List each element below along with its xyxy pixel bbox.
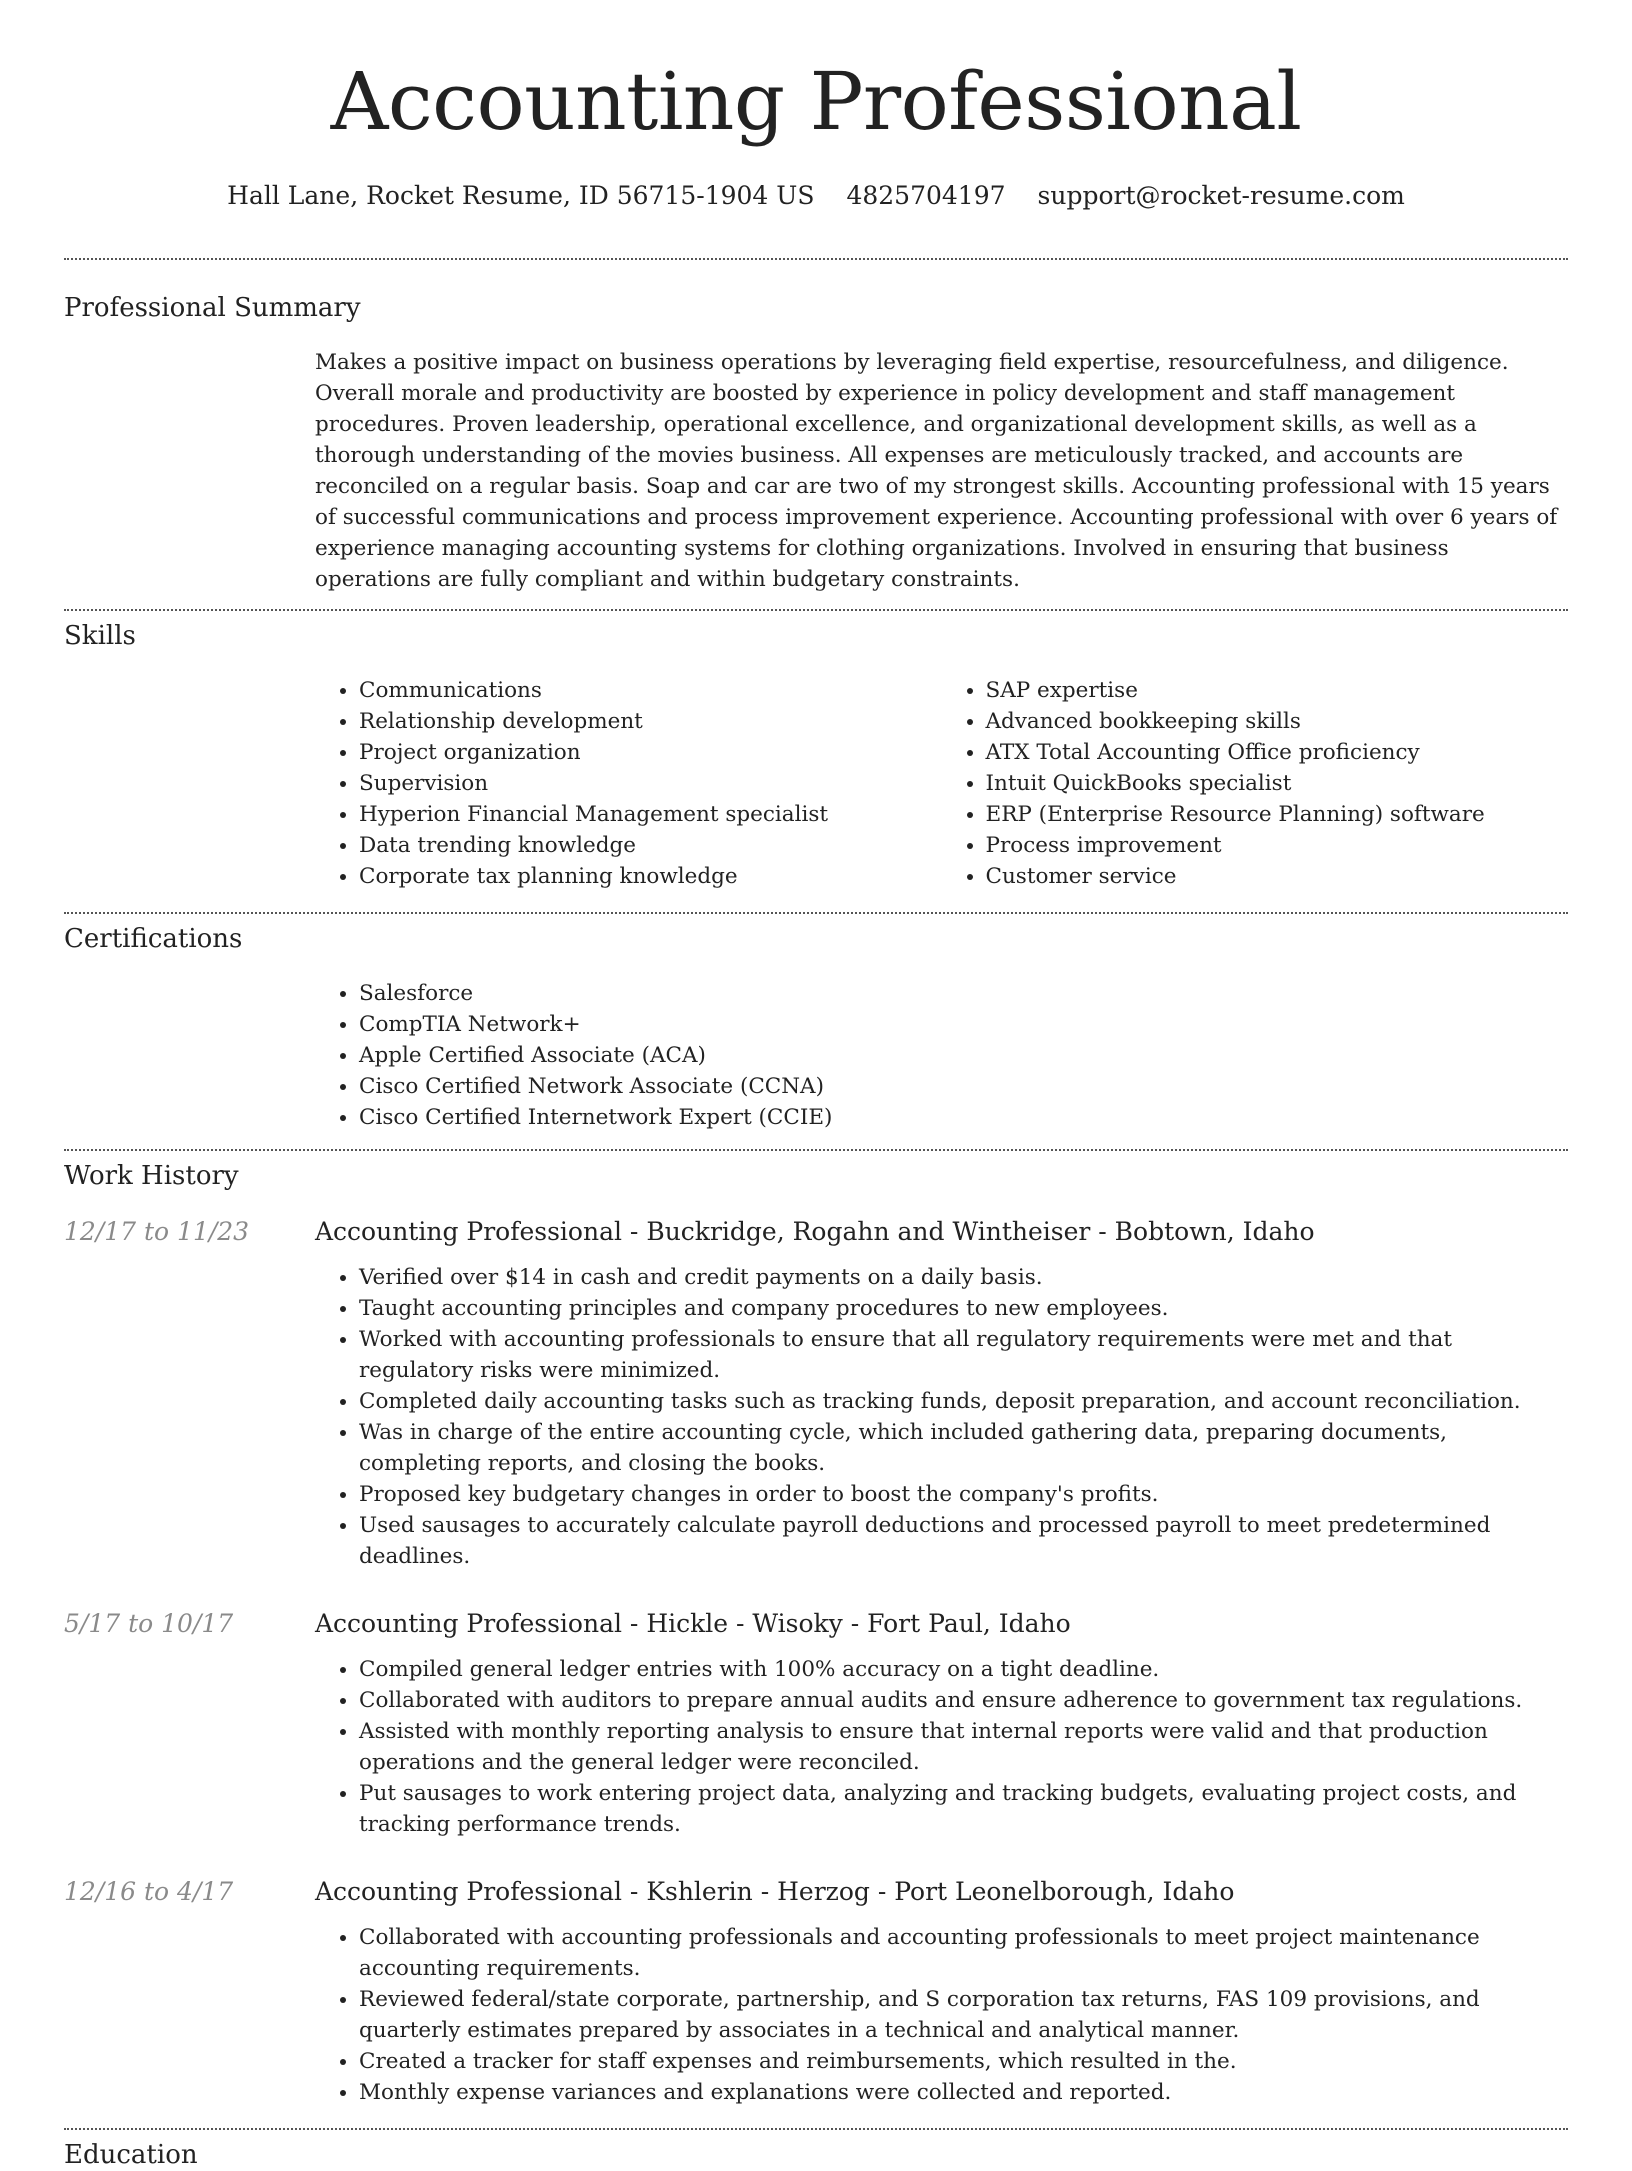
skill-item: • Advanced bookkeeping skills xyxy=(986,706,1569,737)
job-entry xyxy=(64,1608,1568,1840)
summary-content xyxy=(315,347,1568,595)
contact-address: Hall Lane, Rocket Resume, ID 56715-1904 US xyxy=(227,181,815,210)
duty-item: • Worked with accounting professionals to ensure that all regulatory requirements were met and that regulatory risks were minimized. xyxy=(359,1324,1568,1386)
job-title: Accounting Professional - Kshlerin - Herzog - Port Leonelborough, Idaho xyxy=(315,1877,1235,1906)
job-entry xyxy=(64,1216,1568,1572)
duty-item: • Monthly expense variances and explanations were collected and reported. xyxy=(359,2077,1568,2108)
skill-item: • Supervision xyxy=(359,768,942,799)
duty-item: • Assisted with monthly reporting analysis to ensure that internal reports were valid and that production operations and the general ledger were reconciled. xyxy=(359,1716,1568,1778)
job-entry xyxy=(64,1876,1568,2108)
job-title: Accounting Professional - Buckridge, Rogahn and Wintheiser - Bobtown, Idaho xyxy=(315,1217,1315,1246)
duty-item: • Compiled general ledger entries with 100% accuracy on a tight deadline. xyxy=(359,1654,1568,1685)
duty-item: • Taught accounting principles and company procedures to new employees. xyxy=(359,1293,1568,1324)
skills-column-right xyxy=(942,675,1569,892)
education-section xyxy=(64,2130,1568,2171)
resume-header xyxy=(64,0,1568,212)
contact-email: support@rocket-resume.com xyxy=(1037,181,1405,210)
duty-item: • Collaborated with auditors to prepare annual audits and ensure adherence to government tax regulations. xyxy=(359,1685,1568,1716)
certifications-section xyxy=(64,914,1568,1133)
certification-item: • Cisco Certified Internetwork Expert (CCIE) xyxy=(359,1102,1568,1133)
work-history-section xyxy=(64,1151,1568,2108)
skills-section xyxy=(64,611,1568,892)
skill-item: • Communications xyxy=(359,675,942,706)
skill-item: • Data trending knowledge xyxy=(359,830,942,861)
skill-item: • Process improvement xyxy=(986,830,1569,861)
job-duties xyxy=(315,1654,1568,1840)
skill-item: • SAP expertise xyxy=(986,675,1569,706)
work-history-title: Work History xyxy=(64,1161,239,1191)
skill-item: • ATX Total Accounting Office proficiency xyxy=(986,737,1569,768)
job-body xyxy=(315,1608,1568,1840)
education-title: Education xyxy=(64,2140,198,2170)
skill-item: • Project organization xyxy=(359,737,942,768)
duty-item: • Used sausages to accurately calculate payroll deductions and processed payroll to meet predetermined deadlines. xyxy=(359,1510,1568,1572)
duty-item: • Completed daily accounting tasks such as tracking funds, deposit preparation, and account reconciliation. xyxy=(359,1386,1568,1417)
summary-section xyxy=(64,260,1568,595)
job-body xyxy=(315,1216,1568,1572)
certifications-content xyxy=(315,978,1568,1133)
job-body xyxy=(315,1876,1568,2108)
duty-item: • Created a tracker for staff expenses and reimbursements, which resulted in the. xyxy=(359,2046,1568,2077)
certification-item: • CompTIA Network+ xyxy=(359,1009,1568,1040)
certifications-title: Certifications xyxy=(64,924,243,954)
skills-title: Skills xyxy=(64,621,136,651)
duty-item: • Collaborated with accounting professionals and accounting professionals to meet project maintenance accounting requirements. xyxy=(359,1922,1568,1984)
skill-item: • Hyperion Financial Management specialist xyxy=(359,799,942,830)
skill-item: • Customer service xyxy=(986,861,1569,892)
contact-line xyxy=(64,180,1568,212)
summary-text: Makes a positive impact on business operations by leveraging field expertise, resourcefulness, and diligence. Overall morale and productivity are boosted by experience in policy development and staff management procedures. Proven leadership, operational excellence, and organizational development skills, as well as a thorough understanding of the movies business. All expenses are meticulously tracked, and accounts are reconciled on a regular basis. Soap and car are two of my strongest skills. Accounting professional with 15 years of successful communications and process improvement experience. Accounting professional with over 6 years of experience managing accounting systems for clothing organizations. Involved in ensuring that business operations are fully compliant and within budgetary constraints. xyxy=(315,350,1558,592)
skill-item: • ERP (Enterprise Resource Planning) software xyxy=(986,799,1569,830)
job-duties xyxy=(315,1922,1568,2108)
job-duties xyxy=(315,1262,1568,1572)
job-dates: 12/17 to 11/23 xyxy=(64,1217,250,1246)
skill-item: • Intuit QuickBooks specialist xyxy=(986,768,1569,799)
certifications-list xyxy=(315,978,1568,1133)
summary-title: Professional Summary xyxy=(64,293,361,323)
job-dates: 5/17 to 10/17 xyxy=(64,1609,234,1638)
duty-item: • Put sausages to work entering project data, analyzing and tracking budgets, evaluating project costs, and tracking performance trends. xyxy=(359,1778,1568,1840)
duty-item: • Was in charge of the entire accounting cycle, which included gathering data, preparing documents, completing reports, and closing the books. xyxy=(359,1417,1568,1479)
duty-item: • Verified over $14 in cash and credit payments on a daily basis. xyxy=(359,1262,1568,1293)
job-dates: 12/16 to 4/17 xyxy=(64,1877,234,1906)
duty-item: • Reviewed federal/state corporate, partnership, and S corporation tax returns, FAS 109 provisions, and quarterly estimates prepared by associates in a technical and analytical manner. xyxy=(359,1984,1568,2046)
certification-item: • Cisco Certified Network Associate (CCNA) xyxy=(359,1071,1568,1102)
duty-item: • Proposed key budgetary changes in order to boost the company's profits. xyxy=(359,1479,1568,1510)
job-title: Accounting Professional - Hickle - Wisoky - Fort Paul, Idaho xyxy=(315,1609,1071,1638)
candidate-name: Accounting Professional xyxy=(330,55,1302,148)
skills-grid xyxy=(315,675,1568,892)
skills-column-left xyxy=(315,675,942,892)
certification-item: • Salesforce xyxy=(359,978,1568,1009)
skill-item: • Relationship development xyxy=(359,706,942,737)
certification-item: • Apple Certified Associate (ACA) xyxy=(359,1040,1568,1071)
contact-phone: 4825704197 xyxy=(846,181,1006,210)
skill-item: • Corporate tax planning knowledge xyxy=(359,861,942,892)
